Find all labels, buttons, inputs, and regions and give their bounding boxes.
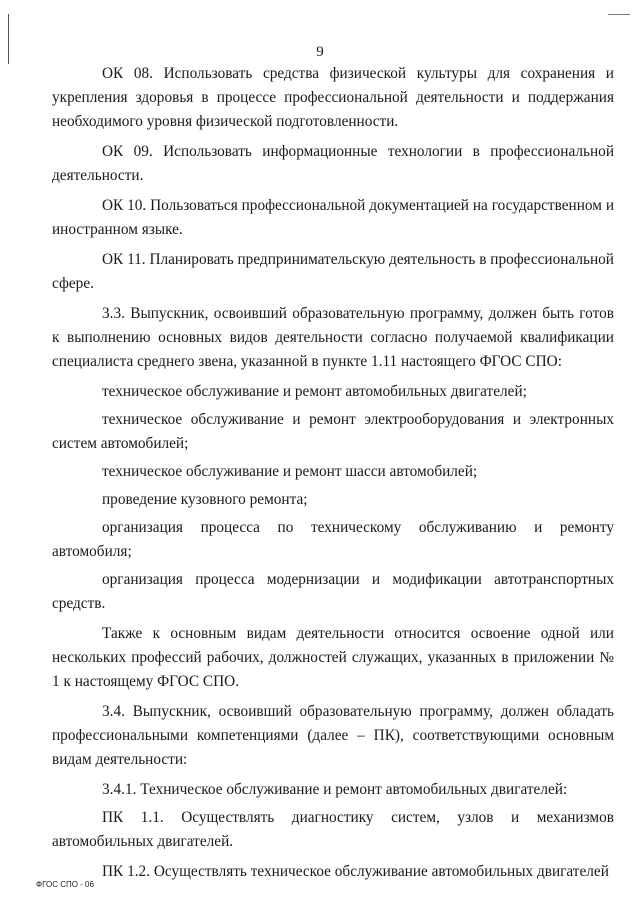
scan-corner-mark (608, 14, 630, 15)
paragraph-ok-11: ОК 11. Планировать предпринимательскую деятельность в профессиональной сфере. (52, 251, 614, 292)
list-item-engines: техническое обслуживание и ремонт автомобильных двигателей; (102, 383, 527, 400)
list-item-electrical: техническое обслуживание и ремонт электрооборудования и электронных систем автомобилей; (52, 411, 614, 452)
paragraph-3-4: 3.4. Выпускник, освоивший образовательную программу, должен обладать профессиональными компетенциями (далее – ПК), соответствующими основным видам деятельности: (52, 703, 614, 768)
list-item-body-repair: проведение кузовного ремонта; (102, 491, 308, 508)
page-number: 9 (316, 44, 324, 60)
list-item-maintenance-org: организация процесса по техническому обслуживанию и ремонту автомобиля; (52, 519, 614, 560)
footer-label: ФГОС СПО - 06 (36, 880, 94, 889)
paragraph-professions: Также к основным видам деятельности относится освоение одной или нескольких профессий рабочих, должностей служащих, указанных в приложении № 1 к настоящему ФГОС СПО. (52, 625, 614, 690)
paragraph-pk-1-2: ПК 1.2. Осуществлять техническое обслуживание автомобильных двигателей (102, 863, 609, 880)
paragraph-ok-09: ОК 09. Использовать информационные технологии в профессиональной деятельности. (52, 143, 614, 184)
paragraph-3-4-1: 3.4.1. Техническое обслуживание и ремонт автомобильных двигателей: (102, 781, 568, 798)
paragraph-3-3: 3.3. Выпускник, освоивший образовательную программу, должен быть готов к выполнению основных видов деятельности согласно получаемой квалификации специалиста среднего звена, указанной в пункте 1.11 настоящего ФГОС СПО: (52, 305, 614, 370)
list-item-chassis: техническое обслуживание и ремонт шасси автомобилей; (102, 463, 478, 480)
list-item-modernization: организация процесса модернизации и модификации автотранспортных средств. (52, 571, 614, 612)
paragraph-ok-08: ОК 08. Использовать средства физической культуры для сохранения и укрепления здоровья в процессе профессиональной деятельности и поддержания необходимого уровня физической подготовленности. (52, 65, 614, 130)
document-body (52, 62, 614, 890)
paragraph-ok-10: ОК 10. Пользоваться профессиональной документацией на государственном и иностранном языке. (52, 197, 614, 238)
paragraph-pk-1-1: ПК 1.1. Осуществлять диагностику систем, узлов и механизмов автомобильных двигателей. (52, 809, 614, 850)
